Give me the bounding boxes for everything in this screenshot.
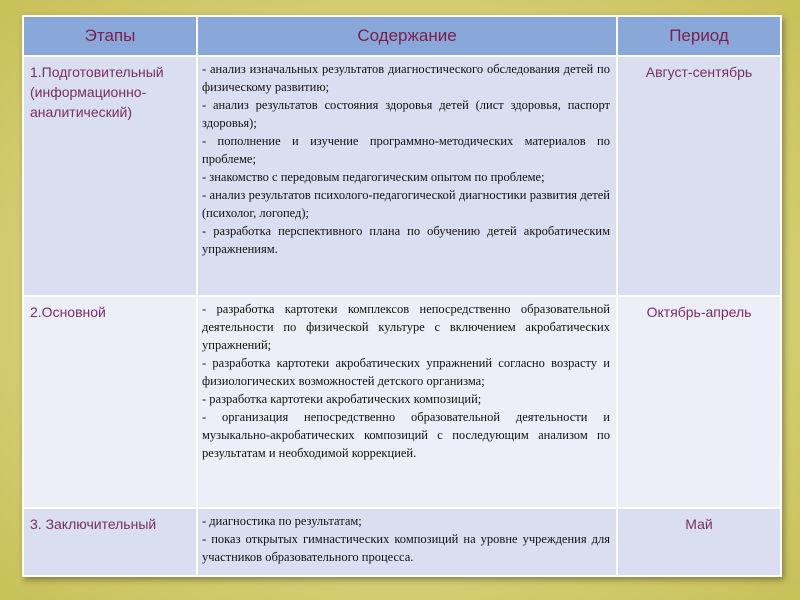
list-item: - показ открытых гимнастических композиций на уровне учреждения для участников образовательного процесса. bbox=[202, 532, 610, 564]
list-item: - пополнение и изучение программно-методических материалов по проблеме; bbox=[202, 134, 610, 166]
list-item: - диагностика по результатам; bbox=[202, 514, 362, 528]
stage-cell: 2.Основной bbox=[23, 296, 197, 508]
list-item: - разработка картотеки акробатических упражнений согласно возрасту и физиологических возможностей детского организма; bbox=[202, 356, 610, 388]
period-cell: Май bbox=[617, 508, 781, 576]
list-item: - разработка картотеки акробатических композиций; bbox=[202, 392, 482, 406]
header-period: Период bbox=[617, 16, 781, 56]
table-row bbox=[23, 296, 781, 508]
list-item: - анализ результатов психолого-педагогической диагностики развития детей (психолог, логопед); bbox=[202, 188, 610, 220]
content-cell bbox=[197, 508, 617, 576]
list-item: - анализ результатов состояния здоровья детей (лист здоровья, паспорт здоровья); bbox=[202, 98, 610, 130]
list-item: - анализ изначальных результатов диагностического обследования детей по физическому развитию; bbox=[202, 62, 610, 94]
stage-cell: 1.Подготовительный (информационно-аналитический) bbox=[23, 56, 197, 296]
period-cell: Октябрь-апрель bbox=[617, 296, 781, 508]
stages-table bbox=[22, 15, 782, 577]
content-cell bbox=[197, 56, 617, 296]
list-item: - организация непосредственно образовательной деятельности и музыкально-акробатических композиций с последующим анализом по результатам и необходимой коррекцией. bbox=[202, 410, 610, 460]
table-row bbox=[23, 56, 781, 296]
table-row bbox=[23, 508, 781, 576]
list-item: - разработка картотеки комплексов непосредственно образовательной деятельности по физической культуре с включением акробатических упражнений; bbox=[202, 302, 610, 352]
list-item: - разработка перспективного плана по обучению детей акробатическим упражнениям. bbox=[202, 224, 610, 256]
period-cell: Август-сентябрь bbox=[617, 56, 781, 296]
table-header-row bbox=[23, 16, 781, 56]
content-cell bbox=[197, 296, 617, 508]
list-item: - знакомство с передовым педагогическим опытом по проблеме; bbox=[202, 170, 545, 184]
header-content: Содержание bbox=[197, 16, 617, 56]
stage-cell: 3. Заключительный bbox=[23, 508, 197, 576]
header-stage: Этапы bbox=[23, 16, 197, 56]
